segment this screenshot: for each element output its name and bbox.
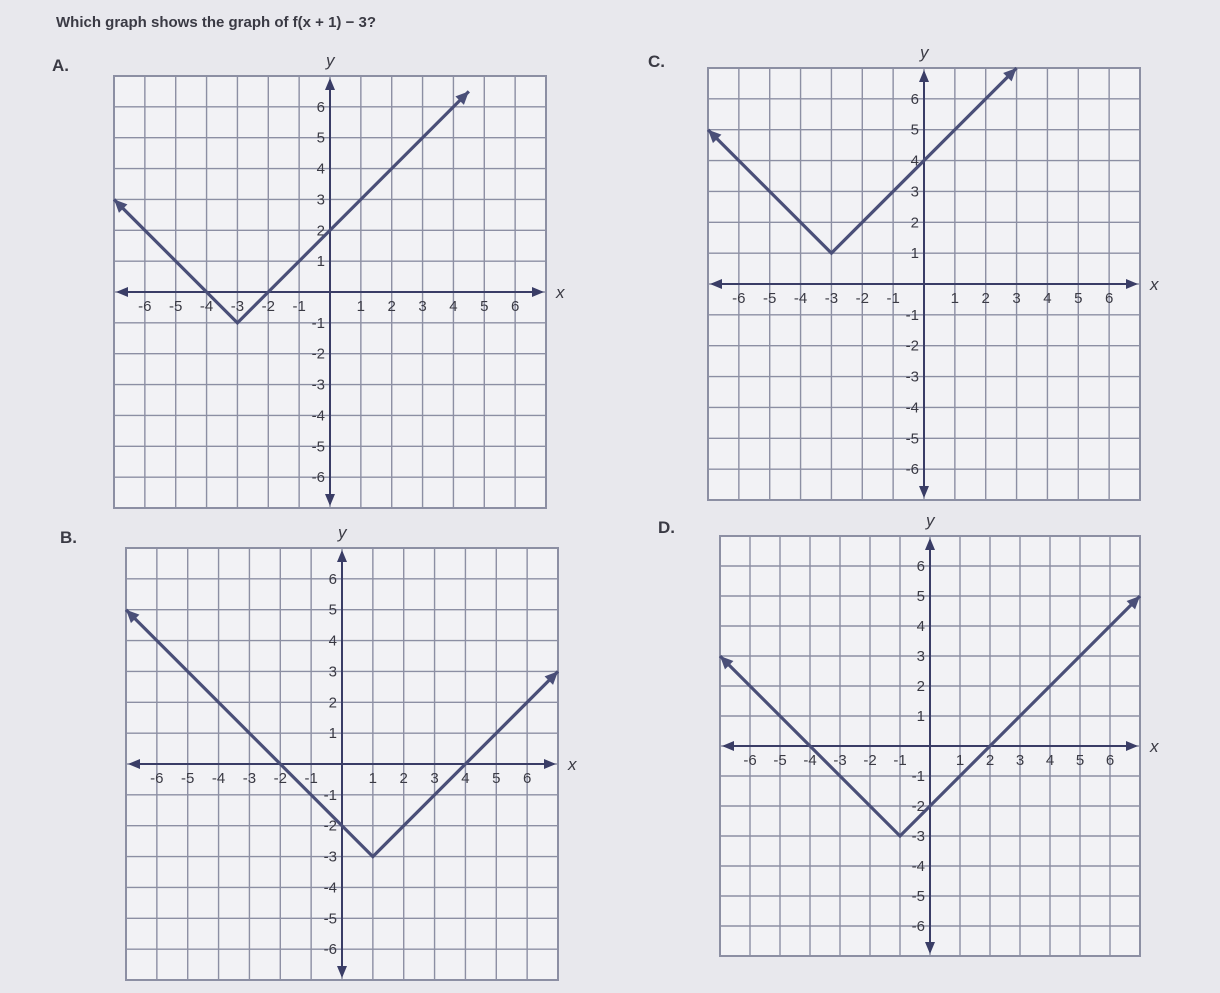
y-tick-label: 6 <box>910 90 919 108</box>
y-tick-label: 1 <box>916 708 925 725</box>
x-tick-label: -5 <box>763 290 777 307</box>
y-axis-label: y <box>920 43 929 62</box>
x-tick-label: 6 <box>1105 752 1115 769</box>
y-tick-label: -1 <box>323 786 337 804</box>
y-tick-label: 5 <box>916 588 925 605</box>
question-text: Which graph shows the graph of f(x + 1) − 3? <box>56 14 377 31</box>
y-tick-label: -6 <box>323 941 337 959</box>
x-tick-label: 3 <box>1015 752 1025 769</box>
y-tick-label: -6 <box>905 461 919 479</box>
y-tick-label: 2 <box>910 214 919 232</box>
x-tick-label: 2 <box>981 290 990 307</box>
x-tick-label: -5 <box>181 770 195 787</box>
x-tick-label: -4 <box>211 770 226 787</box>
y-tick-label: -1 <box>905 306 919 324</box>
x-tick-label: 1 <box>955 752 965 769</box>
x-tick-label: 5 <box>1075 752 1085 769</box>
x-tick-label: 4 <box>461 770 470 787</box>
x-tick-label: -1 <box>292 298 306 315</box>
x-tick-label: -2 <box>863 752 877 769</box>
x-axis-label: x <box>1150 275 1159 294</box>
x-tick-label: 6 <box>1104 290 1114 307</box>
x-tick-label: -4 <box>803 752 817 769</box>
option-a-label[interactable]: A. <box>52 56 69 75</box>
graph-option-d[interactable] <box>694 510 1174 970</box>
x-tick-label: -3 <box>833 752 847 769</box>
y-tick-label: 1 <box>910 245 919 263</box>
x-tick-label: 2 <box>399 770 408 787</box>
x-tick-label: 2 <box>387 298 396 315</box>
x-tick-label: -2 <box>855 290 869 307</box>
y-tick-label: -4 <box>311 407 325 425</box>
y-tick-label: 3 <box>910 183 919 201</box>
x-tick-label: 4 <box>1045 752 1055 769</box>
y-tick-label: -3 <box>905 368 919 386</box>
y-tick-label: 4 <box>916 618 925 635</box>
x-axis-label: x <box>1150 737 1159 756</box>
x-tick-label: -1 <box>886 290 900 307</box>
x-tick-label: 1 <box>368 770 378 787</box>
y-tick-label: -3 <box>311 376 325 394</box>
x-tick-label: -3 <box>242 770 257 787</box>
x-tick-label: 1 <box>950 290 960 307</box>
y-tick-label: 3 <box>316 191 325 209</box>
x-tick-label: -2 <box>261 298 275 315</box>
x-tick-label: -5 <box>773 752 787 769</box>
y-tick-label: 1 <box>328 725 337 743</box>
y-tick-label: -4 <box>911 858 925 875</box>
x-tick-label: -3 <box>824 290 839 307</box>
y-tick-label: 5 <box>910 121 919 139</box>
x-tick-label: -6 <box>732 290 746 307</box>
y-tick-label: -3 <box>911 828 925 845</box>
x-tick-label: -3 <box>230 298 245 315</box>
x-tick-label: 5 <box>480 298 489 315</box>
x-tick-label: 6 <box>510 298 520 315</box>
x-axis-label: x <box>568 755 577 774</box>
graph-option-b[interactable] <box>100 520 600 988</box>
y-tick-label: 6 <box>316 98 325 116</box>
x-tick-label: 6 <box>522 770 532 787</box>
y-tick-label: 4 <box>910 152 919 170</box>
x-tick-label: -6 <box>150 770 164 787</box>
y-tick-label: -4 <box>905 399 919 417</box>
y-tick-label: -1 <box>311 314 325 332</box>
y-tick-label: -5 <box>911 888 925 905</box>
y-tick-label: -1 <box>911 768 925 785</box>
x-axis-label: x <box>556 283 565 302</box>
x-tick-label: 1 <box>356 298 366 315</box>
x-tick-label: 2 <box>985 752 995 769</box>
x-tick-label: -4 <box>793 290 808 307</box>
y-tick-label: 6 <box>328 570 337 588</box>
y-tick-label: -2 <box>911 798 925 815</box>
y-tick-label: 2 <box>328 694 337 712</box>
x-tick-label: 3 <box>430 770 439 787</box>
x-tick-label: 3 <box>1012 290 1021 307</box>
option-d-label[interactable]: D. <box>658 518 675 537</box>
y-tick-label: -5 <box>905 430 919 448</box>
y-tick-label: 5 <box>316 129 325 147</box>
y-tick-label: 3 <box>916 648 925 665</box>
x-tick-label: 3 <box>418 298 427 315</box>
y-tick-label: 2 <box>916 678 925 695</box>
y-tick-label: 6 <box>916 558 925 575</box>
graph-option-c[interactable] <box>690 40 1170 510</box>
y-axis-label: y <box>326 51 335 70</box>
x-tick-label: 5 <box>492 770 501 787</box>
x-tick-label: -1 <box>893 752 907 769</box>
x-tick-label: -5 <box>169 298 183 315</box>
x-tick-label: -4 <box>199 298 214 315</box>
y-tick-label: 4 <box>328 632 337 650</box>
y-tick-label: -6 <box>311 469 325 487</box>
y-axis-label: y <box>338 523 347 542</box>
x-tick-label: 4 <box>1043 290 1052 307</box>
x-tick-label: -6 <box>138 298 152 315</box>
y-tick-label: -2 <box>323 817 337 835</box>
x-tick-label: -2 <box>273 770 287 787</box>
y-tick-label: 2 <box>316 222 325 240</box>
x-tick-label: 5 <box>1074 290 1083 307</box>
graph-option-a[interactable] <box>96 48 596 518</box>
y-tick-label: 3 <box>328 663 337 681</box>
option-b-label[interactable]: B. <box>60 528 77 547</box>
x-tick-label: -6 <box>743 752 757 769</box>
y-tick-label: -3 <box>323 848 337 866</box>
y-tick-label: -5 <box>323 910 337 928</box>
y-tick-label: -4 <box>323 879 337 897</box>
x-tick-label: -1 <box>304 770 318 787</box>
y-tick-label: 5 <box>328 601 337 619</box>
x-tick-label: 4 <box>449 298 458 315</box>
y-tick-label: -2 <box>311 345 325 363</box>
y-axis-label: y <box>926 511 935 530</box>
option-c-label[interactable]: C. <box>648 52 665 71</box>
y-tick-label: -6 <box>911 918 925 935</box>
y-tick-label: -2 <box>905 337 919 355</box>
y-tick-label: 1 <box>316 253 325 271</box>
y-tick-label: -5 <box>311 438 325 456</box>
y-tick-label: 4 <box>316 160 325 178</box>
